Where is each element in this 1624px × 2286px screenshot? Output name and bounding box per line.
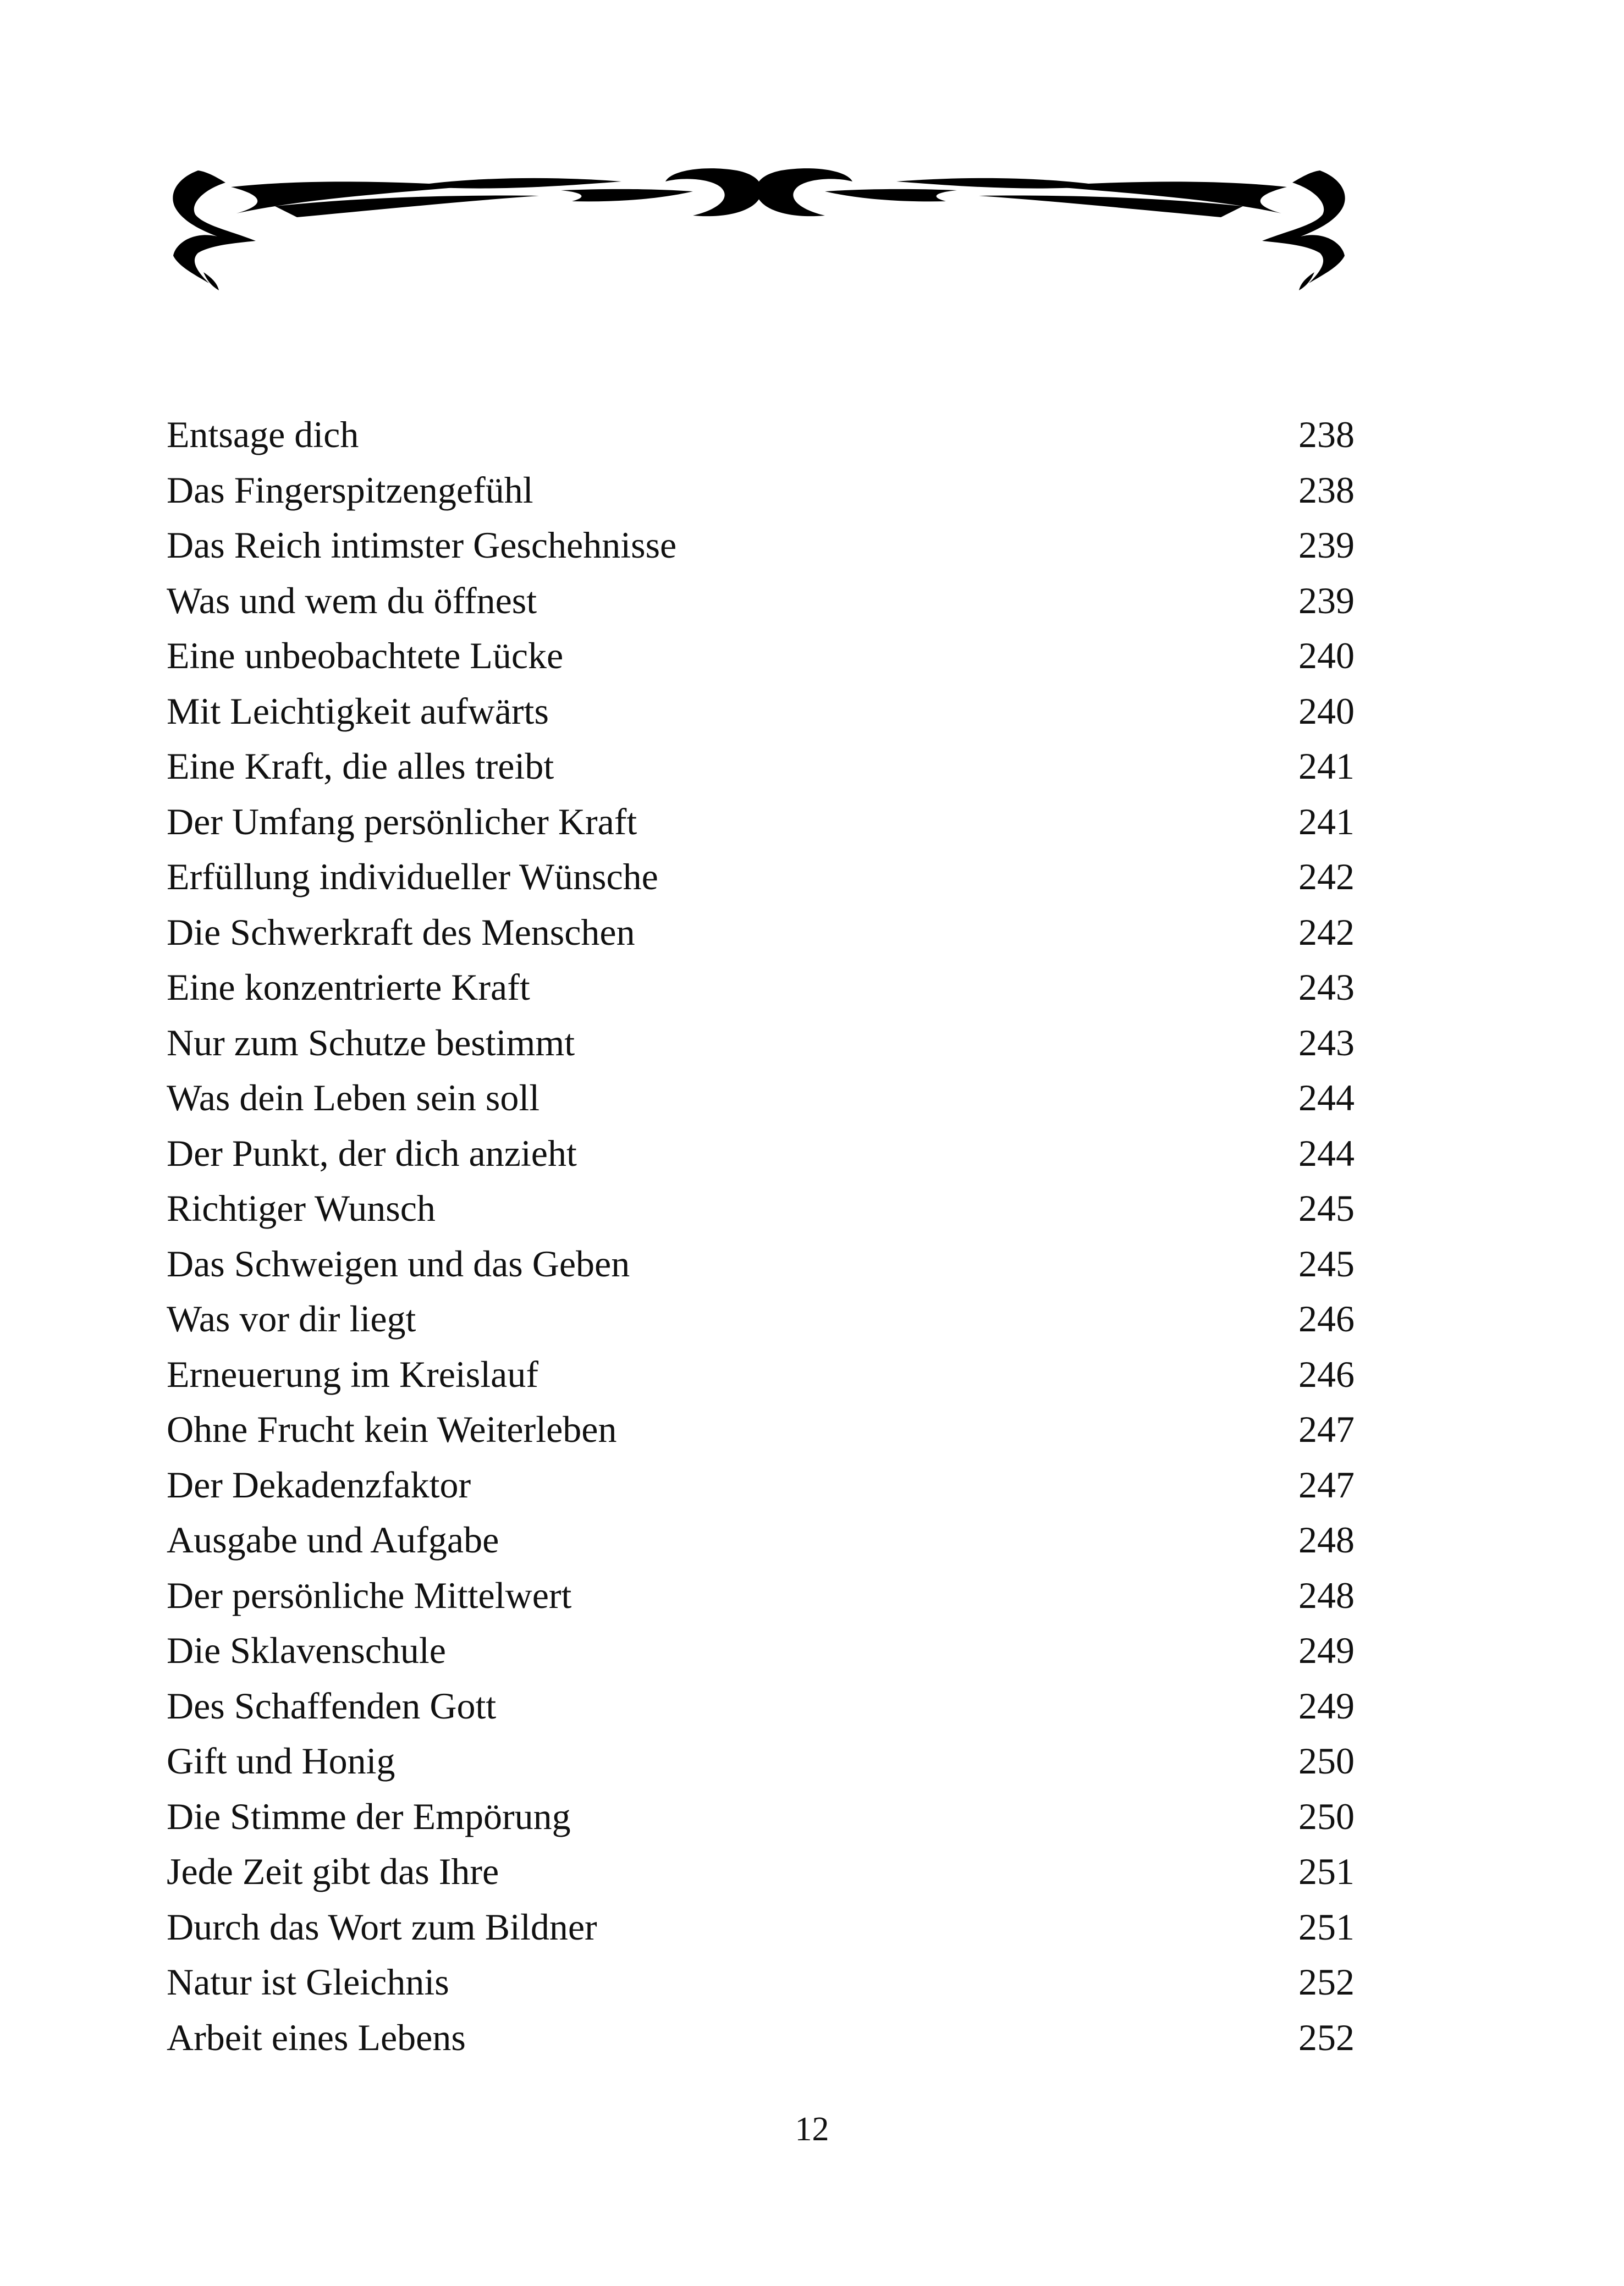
toc-entry-page: 250 [1298, 1795, 1355, 1837]
toc-entry-title: Mit Leichtigkeit aufwärts [167, 690, 549, 732]
toc-entry [167, 1512, 1355, 1568]
toc-entry-title: Die Schwerkraft des Menschen [167, 911, 635, 953]
toc-entry [167, 1347, 1355, 1402]
toc-entry [167, 1678, 1355, 1734]
toc-entry-page: 248 [1298, 1574, 1355, 1616]
toc-entry-title: Ausgabe und Aufgabe [167, 1519, 499, 1561]
toc-entry-page: 243 [1298, 1021, 1355, 1064]
toc-entry [167, 1844, 1355, 1899]
toc-entry-title: Gift und Honig [167, 1740, 395, 1782]
toc-entry-title: Der Umfang persönlicher Kraft [167, 800, 637, 842]
toc-entry [167, 517, 1355, 573]
toc-entry-page: 243 [1298, 966, 1355, 1008]
toc-entry [167, 1015, 1355, 1071]
toc-entry [167, 1623, 1355, 1678]
table-of-contents [167, 407, 1355, 2065]
toc-entry-page: 246 [1298, 1353, 1355, 1395]
toc-entry-title: Arbeit eines Lebens [167, 2016, 466, 2058]
toc-entry-title: Das Schweigen und das Geben [167, 1242, 630, 1285]
toc-entry-page: 247 [1298, 1463, 1355, 1506]
toc-entry-title: Das Fingerspitzengefühl [167, 469, 533, 511]
toc-entry [167, 2010, 1355, 2065]
toc-entry [167, 1789, 1355, 1844]
toc-entry-title: Nur zum Schutze bestimmt [167, 1021, 575, 1064]
toc-entry [167, 1126, 1355, 1181]
toc-entry [167, 1457, 1355, 1513]
toc-entry-page: 252 [1298, 1961, 1355, 2003]
toc-entry-title: Eine konzentrierte Kraft [167, 966, 530, 1008]
toc-entry [167, 1568, 1355, 1623]
toc-entry [167, 1733, 1355, 1789]
toc-entry [167, 1402, 1355, 1457]
toc-entry-page: 252 [1298, 2016, 1355, 2058]
toc-entry [167, 1899, 1355, 1955]
toc-entry-page: 241 [1298, 800, 1355, 842]
page-number: 12 [795, 2111, 829, 2148]
toc-entry-title: Das Reich intimster Geschehnisse [167, 524, 677, 566]
toc-entry-page: 239 [1298, 524, 1355, 566]
toc-entry-title: Die Stimme der Empörung [167, 1795, 571, 1837]
toc-entry [167, 684, 1355, 739]
toc-entry-title: Erneuerung im Kreislauf [167, 1353, 538, 1395]
toc-entry-page: 249 [1298, 1629, 1355, 1671]
toc-entry-title: Jede Zeit gibt das Ihre [167, 1850, 499, 1892]
toc-entry-title: Natur ist Gleichnis [167, 1961, 449, 2003]
toc-entry-title: Was vor dir liegt [167, 1298, 416, 1340]
toc-entry-title: Entsage dich [167, 414, 359, 455]
toc-entry [167, 462, 1355, 518]
toc-entry-page: 244 [1298, 1132, 1355, 1174]
toc-entry-title: Des Schaffenden Gott [167, 1684, 497, 1727]
toc-entry-title: Eine unbeobachtete Lücke [167, 635, 564, 676]
toc-entry-title: Was und wem du öffnest [167, 579, 537, 621]
toc-entry-title: Durch das Wort zum Bildner [167, 1905, 597, 1948]
toc-entry [167, 905, 1355, 960]
toc-entry [167, 1291, 1355, 1347]
toc-entry [167, 794, 1355, 850]
toc-entry-title: Der persönliche Mittelwert [167, 1574, 572, 1616]
toc-entry-title: Ohne Frucht kein Weiterleben [167, 1408, 617, 1450]
toc-entry [167, 1236, 1355, 1292]
art-nouveau-swirl-ornament-icon [165, 148, 1353, 297]
toc-entry-page: 240 [1298, 635, 1355, 676]
toc-entry [167, 960, 1355, 1015]
toc-entry-page: 248 [1298, 1519, 1355, 1561]
toc-entry-page: 247 [1298, 1408, 1355, 1450]
toc-entry-title: Richtiger Wunsch [167, 1187, 436, 1229]
toc-entry-page: 241 [1298, 745, 1355, 787]
toc-entry [167, 739, 1355, 794]
toc-entry-page: 245 [1298, 1187, 1355, 1229]
toc-entry-title: Der Dekadenzfaktor [167, 1463, 471, 1506]
toc-entry-page: 244 [1298, 1077, 1355, 1119]
toc-entry-page: 238 [1298, 469, 1355, 511]
toc-entry-page: 238 [1298, 414, 1355, 455]
toc-entry-page: 250 [1298, 1740, 1355, 1782]
toc-entry [167, 849, 1355, 905]
toc-entry-title: Was dein Leben sein soll [167, 1077, 540, 1119]
toc-entry-title: Der Punkt, der dich anzieht [167, 1132, 577, 1174]
toc-entry-title: Eine Kraft, die alles treibt [167, 745, 554, 787]
toc-entry [167, 1070, 1355, 1126]
toc-entry [167, 1954, 1355, 2010]
toc-entry-page: 242 [1298, 911, 1355, 953]
toc-entry-page: 246 [1298, 1298, 1355, 1340]
toc-entry-page: 240 [1298, 690, 1355, 732]
toc-entry-page: 239 [1298, 579, 1355, 621]
toc-entry-page: 251 [1298, 1905, 1355, 1948]
toc-entry-title: Die Sklavenschule [167, 1629, 446, 1671]
toc-entry [167, 407, 1355, 462]
toc-entry [167, 1181, 1355, 1236]
toc-entry-page: 245 [1298, 1242, 1355, 1285]
toc-entry [167, 628, 1355, 684]
toc-entry-page: 249 [1298, 1684, 1355, 1727]
toc-entry-title: Erfüllung individueller Wünsche [167, 856, 658, 897]
toc-entry [167, 573, 1355, 629]
toc-entry-page: 251 [1298, 1850, 1355, 1892]
toc-entry-page: 242 [1298, 856, 1355, 897]
